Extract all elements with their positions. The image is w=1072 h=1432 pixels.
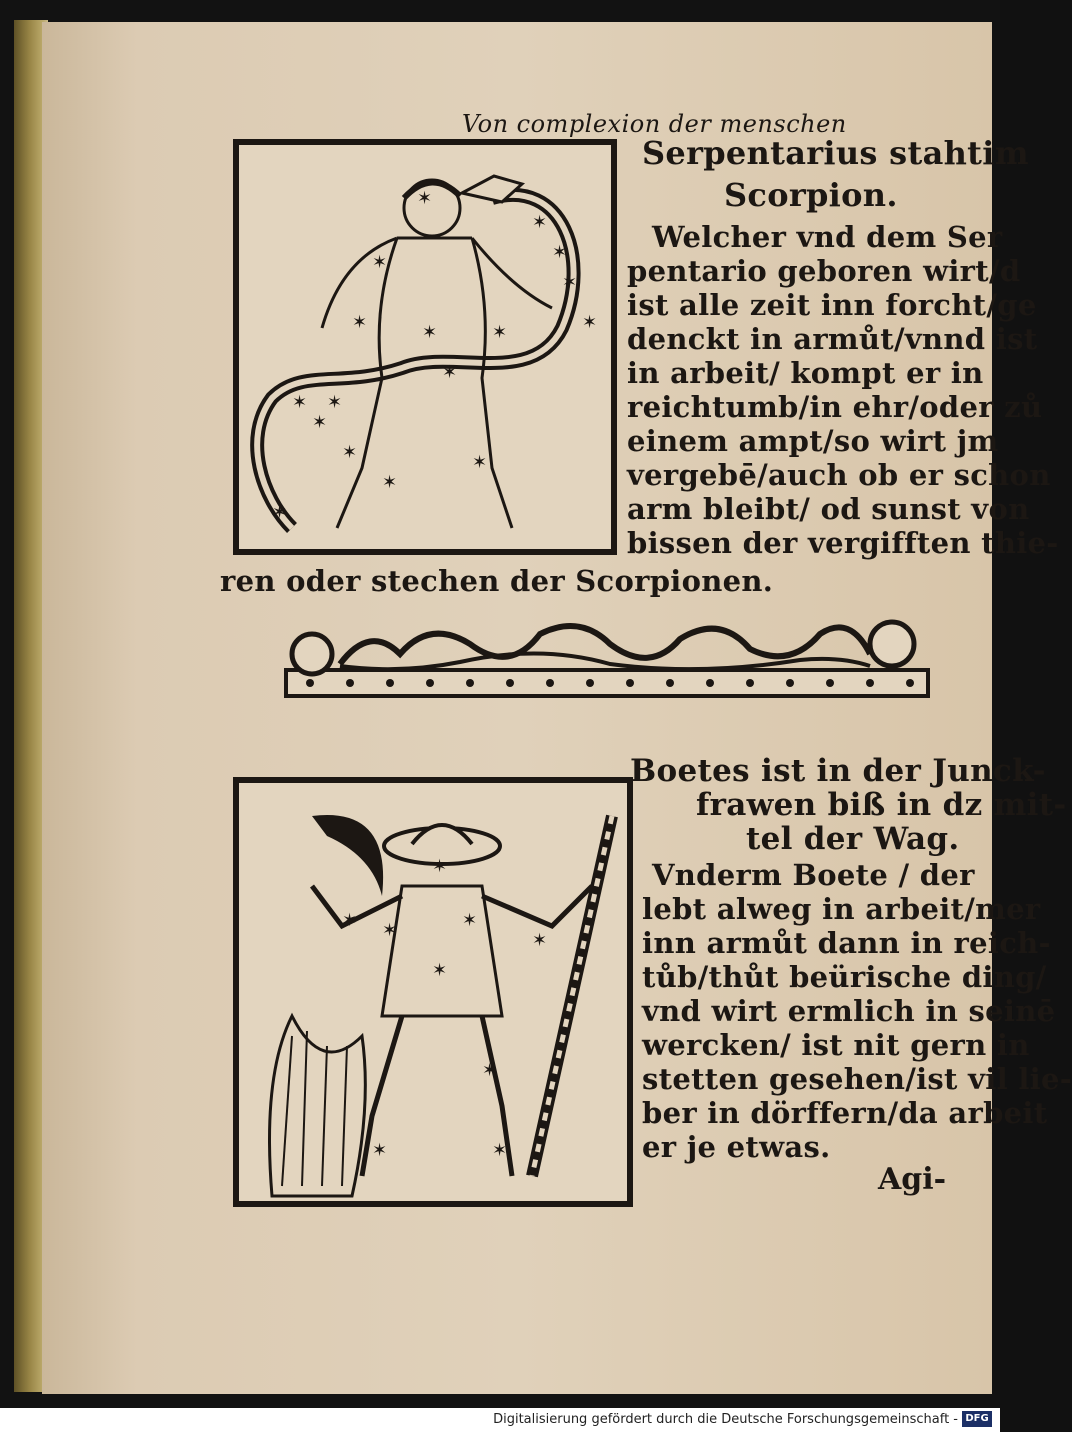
- svg-text:✶: ✶: [482, 1060, 498, 1081]
- boetes-woodcut: [232, 776, 634, 1208]
- section2-body-line: Vnderm Boete / der: [652, 858, 975, 892]
- catchword: Agi-: [878, 1162, 947, 1197]
- section1-body-line: pentario geboren wirt/d: [627, 254, 1021, 288]
- section1-body-line: einem ampt/so wirt jm: [627, 424, 999, 458]
- svg-text:✶: ✶: [327, 392, 343, 413]
- section1-body-line: vergebē/auch ob er schon: [627, 458, 1051, 492]
- running-head: Von complexion der menschen: [462, 110, 847, 138]
- section2-body-line: tůb/thůt beürische ding/: [642, 960, 1047, 994]
- section2-body-line: er je etwas.: [642, 1130, 831, 1164]
- svg-text:✶: ✶: [272, 502, 288, 523]
- section1-heading-line: Serpentarius stahtim: [642, 134, 1029, 172]
- svg-text:✶: ✶: [582, 312, 598, 333]
- section1-body-line: bissen der vergifften thie-: [627, 526, 1059, 560]
- section2-body-line: vnd wirt ermlich in seinē: [642, 994, 1056, 1028]
- svg-text:✶: ✶: [552, 242, 568, 263]
- svg-text:✶: ✶: [562, 272, 578, 293]
- svg-text:✶: ✶: [292, 392, 308, 413]
- section1-body-line: Welcher vnd dem Ser: [652, 220, 1003, 254]
- dfg-logo: DFG: [962, 1411, 992, 1427]
- section2-heading-line: tel der Wag.: [746, 821, 960, 857]
- footer-credit: Digitalisierung gefördert durch die Deutsche Forschungsgemeinschaft -: [493, 1412, 958, 1427]
- svg-text:✶: ✶: [352, 312, 368, 333]
- serpentarius-woodcut: [232, 138, 618, 558]
- section1-body-line: denckt in armůt/vnnd ist: [627, 322, 1038, 356]
- svg-text:✶: ✶: [472, 452, 488, 473]
- svg-text:✶: ✶: [342, 910, 358, 931]
- section2-body-line: stetten gesehen/ist vil lie-: [642, 1062, 1072, 1096]
- svg-text:✶: ✶: [492, 1140, 508, 1161]
- svg-text:✶: ✶: [462, 910, 478, 931]
- svg-text:✶: ✶: [532, 930, 548, 951]
- footer-bar: [0, 1408, 1000, 1432]
- svg-text:✶: ✶: [372, 1140, 388, 1161]
- section1-heading-line: Scorpion.: [724, 176, 898, 214]
- section2-body-line: ber in dörffern/da arbeit: [642, 1096, 1048, 1130]
- section2-body-line: wercken/ ist nit gern in: [642, 1028, 1030, 1062]
- section1-body-line: ist alle zeit inn forcht/ge: [627, 288, 1037, 322]
- svg-text:✶: ✶: [442, 362, 458, 383]
- svg-text:✶: ✶: [532, 212, 548, 233]
- svg-text:✶: ✶: [492, 322, 508, 343]
- section1-body-line: arm bleibt/ od sunst von: [627, 492, 1030, 526]
- svg-text:✶: ✶: [422, 322, 438, 343]
- section2-body-line: lebt alweg in arbeit/mer: [642, 892, 1041, 926]
- section1-body-line: in arbeit/ kompt er in: [627, 356, 984, 390]
- svg-text:✶: ✶: [342, 442, 358, 463]
- svg-text:✶: ✶: [432, 960, 448, 981]
- svg-text:✶: ✶: [382, 472, 398, 493]
- section2-heading-line: frawen biß in dz mit-: [696, 787, 1067, 823]
- section1-body-line: ren oder stechen der Scorpionen.: [220, 564, 774, 598]
- svg-text:✶: ✶: [372, 252, 388, 273]
- section2-body-line: inn armůt dann in reich-: [642, 926, 1051, 960]
- book-page: [42, 22, 1072, 1394]
- decorative-border: [280, 614, 932, 706]
- svg-text:✶: ✶: [312, 412, 328, 433]
- svg-text:✶: ✶: [382, 920, 398, 941]
- svg-text:✶: ✶: [417, 188, 433, 209]
- section1-body-line: reichtumb/in ehr/oder zů: [627, 390, 1043, 424]
- section2-heading-line: Boetes ist in der Junck-: [630, 753, 1046, 789]
- svg-text:✶: ✶: [432, 856, 448, 877]
